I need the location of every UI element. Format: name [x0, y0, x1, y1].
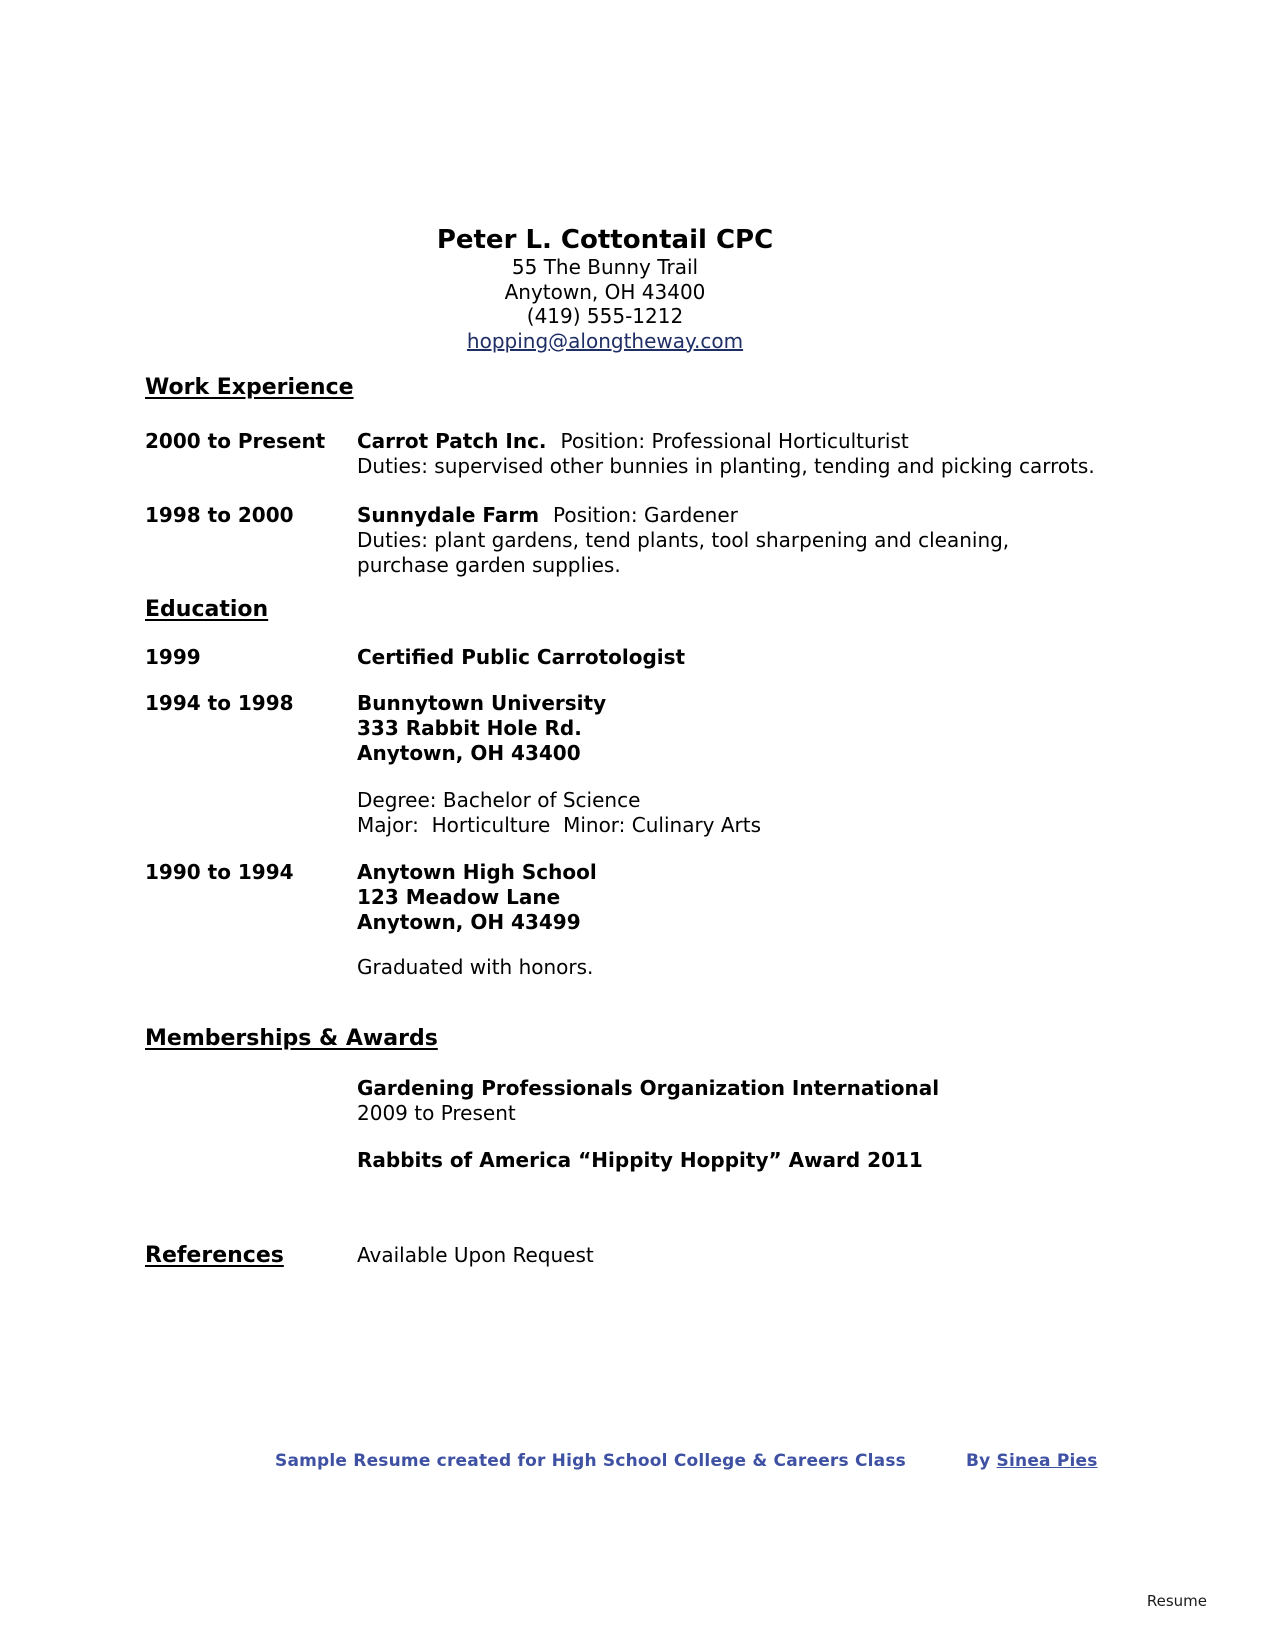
work-entry-company-row: [357, 503, 1135, 528]
section-title-references: References: [145, 1243, 284, 1268]
school-address: 123 Meadow Lane: [357, 885, 561, 909]
email-row: [145, 329, 1065, 354]
education-entry: [145, 860, 1135, 980]
education-entry-date: 1999: [145, 645, 201, 669]
work-entry-duties: Duties: supervised other bunnies in planting, tending and picking carrots.: [357, 454, 1095, 478]
membership-org: Gardening Professionals Organization International: [357, 1076, 940, 1100]
position-text: Position: Professional Horticulturist: [560, 429, 909, 453]
work-entry-company-row: [357, 429, 1135, 454]
work-entry-date: 1998 to 2000: [145, 503, 294, 527]
work-entry-duties: Duties: plant gardens, tend plants, tool sharpening and cleaning,: [357, 528, 1010, 552]
footer-by-label: By: [965, 1451, 991, 1471]
section-title-memberships: Memberships & Awards: [145, 1026, 438, 1051]
references-value: Available Upon Request: [357, 1243, 594, 1267]
membership-dates: 2009 to Present: [357, 1101, 516, 1125]
degree-block: [357, 788, 1135, 838]
work-entry-date: 2000 to Present: [145, 429, 326, 453]
footer-credit-text: Sample Resume created for High School College & Careers Class: [275, 1451, 906, 1471]
school-city: Anytown, OH 43400: [357, 741, 581, 765]
work-entry: [145, 429, 1135, 479]
school-name: Anytown High School: [357, 860, 597, 884]
membership-entry: [357, 1148, 1135, 1173]
footer-credit: [275, 1450, 1098, 1472]
degree-line: Degree: Bachelor of Science: [357, 788, 641, 812]
school-city: Anytown, OH 43499: [357, 910, 581, 934]
work-entry: [145, 503, 1135, 578]
section-title-work-experience: Work Experience: [145, 375, 354, 400]
section-title-education: Education: [145, 597, 269, 622]
award-title: Rabbits of America “Hippity Hoppity” Award 2011: [357, 1148, 923, 1172]
education-entry: [145, 691, 1135, 838]
footer-byline: [966, 1450, 1098, 1472]
phone-number: (419) 555-1212: [526, 304, 684, 328]
person-name: Peter L. Cottontail CPC: [436, 225, 774, 255]
work-entry-details: [357, 429, 1135, 479]
contact-header: [145, 0, 1065, 353]
company-name: Carrot Patch Inc.: [357, 429, 547, 453]
address-line-1: 55 The Bunny Trail: [511, 255, 699, 279]
education-entry-date: 1990 to 1994: [145, 860, 294, 884]
email-link[interactable]: hopping@alongtheway.com: [466, 328, 744, 353]
position-text: Position: Gardener: [553, 503, 738, 527]
education-entry-date: 1994 to 1998: [145, 691, 294, 715]
address-line-2: Anytown, OH 43400: [504, 279, 706, 304]
work-entry-details: [357, 503, 1135, 578]
company-name: Sunnydale Farm: [357, 503, 540, 527]
footer-author-link[interactable]: Sinea Pies: [996, 1451, 1098, 1471]
school-address: 333 Rabbit Hole Rd.: [357, 716, 582, 740]
corner-resume-label: Resume: [1146, 1592, 1207, 1610]
education-entry-details: [357, 860, 1135, 980]
honors-block: [357, 955, 1135, 980]
document-content: [145, 0, 1135, 1269]
education-entry-details: [357, 645, 1135, 670]
honors-line: Graduated with honors.: [357, 955, 594, 979]
references-row: [145, 1243, 1135, 1269]
major-minor-line: Major: Horticulture Minor: Culinary Arts: [357, 813, 762, 837]
education-entry-details: [357, 691, 1135, 838]
school-name: Bunnytown University: [357, 691, 607, 715]
education-credential: Certified Public Carrotologist: [357, 645, 686, 669]
education-entry: [145, 645, 1135, 670]
work-entry-duties: purchase garden supplies.: [357, 553, 621, 577]
membership-entry: [357, 1076, 1135, 1126]
